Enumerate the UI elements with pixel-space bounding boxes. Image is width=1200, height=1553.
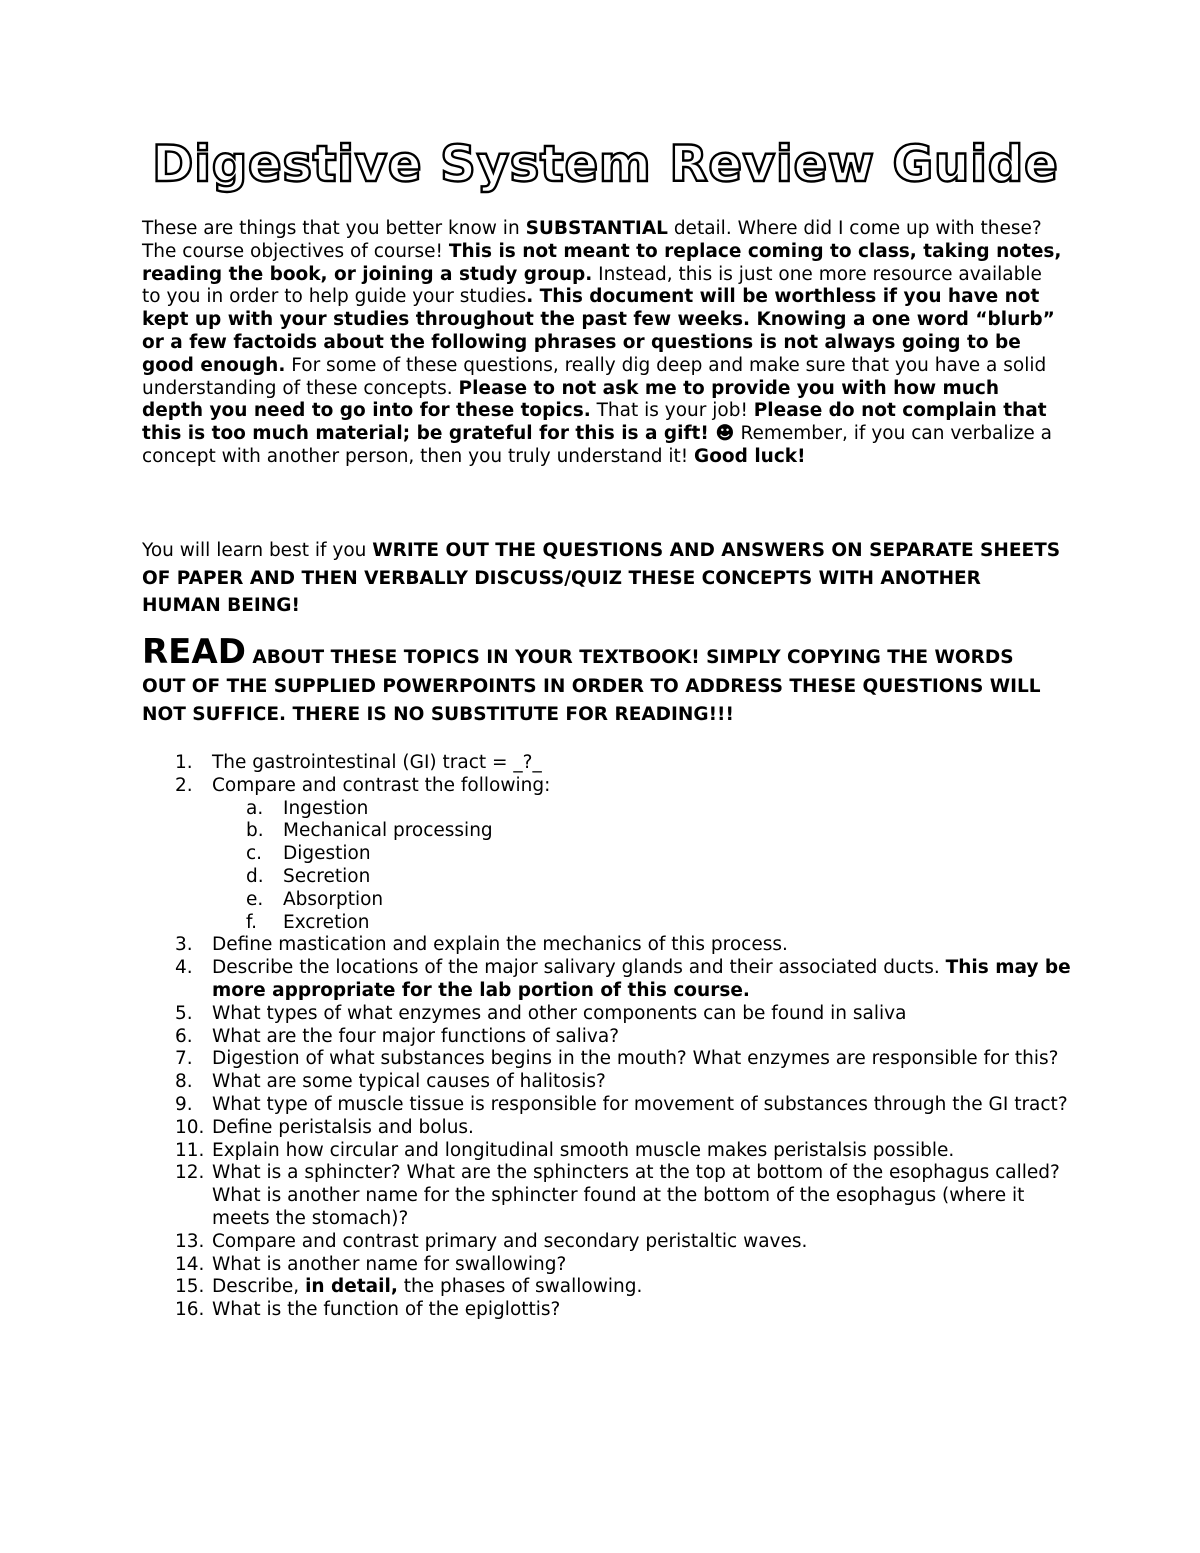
intro-emphasis: Good luck! — [694, 445, 806, 467]
study-tip — [142, 537, 1062, 620]
list-item: 9. What type of muscle tissue is responsible for movement of substances through the GI tract? — [175, 1093, 1068, 1115]
sub-list-item: a. Ingestion — [246, 797, 369, 819]
intro-emphasis: . This document will be worthless if you have not kept up with your studies throughout the past few weeks. Knowing a one word “blurb” or a few factoids about the following phrases or questions is not always going to be good enough. — [142, 286, 1055, 376]
list-item: 11. Explain how circular and longitudinal smooth muscle makes peristalsis possible. — [175, 1139, 955, 1161]
list-item: 4. Describe the locations of the major salivary glands and their associated ducts. This may be more appropriate for the lab portion of this course. — [175, 957, 1071, 1001]
list-item: 16. What is the function of the epiglottis? — [175, 1299, 561, 1321]
list-item: 6. What are the four major functions of saliva? — [175, 1025, 620, 1047]
intro-text: Instead, this is just one more resource available to you in order to help guide your studies — [142, 263, 1042, 308]
list-item: 3. Define mastication and explain the mechanics of this process. — [175, 934, 788, 956]
list-item: 1. The gastrointestinal (GI) tract = _?_ — [175, 752, 542, 773]
intro-emphasis: SUBSTANTIAL — [525, 218, 668, 239]
list-item: 10. Define peristalsis and bolus. — [175, 1116, 474, 1138]
intro-emphasis: Please do not complain that this is too much material; be grateful for this is a gift! — [142, 400, 1047, 445]
list-item: 5. What types of what enzymes and other components can be found in saliva — [175, 1002, 907, 1024]
list-item: 15. Describe, in detail, the phases of swallowing. — [175, 1276, 643, 1298]
page-title: Digestive System Review Guide — [152, 135, 1059, 193]
sub-list-item: f. Excretion — [246, 911, 370, 933]
question-list — [142, 752, 1082, 1322]
list-item: 8. What are some typical causes of halitosis? — [175, 1071, 606, 1093]
study-tip-text: You will learn best if you — [142, 540, 373, 561]
list-item: 12. What is a sphincter? What are the sphincters at the top at bottom of the esophagus called? What is another name for the sphincter found at the bottom of the esophagus (where it meets the stomach)? — [175, 1162, 1060, 1229]
reading-notice — [142, 632, 1062, 730]
list-item: 7. Digestion of what substances begins in the mouth? What enzymes are responsible for this? — [175, 1048, 1059, 1070]
intro-emphasis: This is not meant to replace coming to class, taking notes, reading the book, or joining a study group. — [142, 240, 1062, 285]
intro-text: That is your job! — [590, 400, 754, 422]
read-heading: READ — [142, 632, 246, 672]
intro-text: Remember, if you can verbalize a concept with another person, then you truly understand it! — [142, 423, 1052, 467]
sub-list-item: c. Digestion — [246, 843, 371, 865]
intro-text: detail. Where did I come up with these? The course objectives of course! — [142, 218, 1042, 262]
reading-notice-text: ABOUT THESE TOPICS IN YOUR TEXTBOOK! SIMPLY COPYING THE WORDS OUT OF THE SUPPLIED POWERPOINTS IN ORDER TO ADDRESS THESE QUESTIONS WILL NOT SUFFICE. THERE IS NO SUBSTITUTE FOR READING!!! — [142, 647, 1041, 725]
intro-text: These are things that you better know in — [142, 218, 526, 239]
list-item: 2. Compare and contrast the following: — [175, 774, 551, 796]
sub-list-item: e. Absorption — [246, 888, 384, 910]
smiley-icon: ☻ — [715, 423, 735, 445]
intro-emphasis: Please to not ask me to provide you with how much depth you need to go into for these topics. — [142, 377, 1000, 422]
study-tip-emphasis: WRITE OUT THE QUESTIONS AND ANSWERS ON SEPARATE SHEETS OF PAPER AND THEN VERBALLY DISCUSS/QUIZ THESE CONCEPTS WITH ANOTHER HUMAN BEING! — [142, 540, 1061, 616]
list-item: 13. Compare and contrast primary and secondary peristaltic waves. — [175, 1230, 808, 1252]
list-item: 14. What is another name for swallowing? — [175, 1253, 567, 1275]
sub-list-item: d. Secretion — [246, 865, 371, 887]
sub-list-item: b. Mechanical processing — [246, 820, 493, 842]
intro-text: For some of these questions, really dig deep and make sure that you have a solid understanding of these concepts. — [142, 354, 1047, 399]
intro-paragraph — [142, 218, 1062, 469]
